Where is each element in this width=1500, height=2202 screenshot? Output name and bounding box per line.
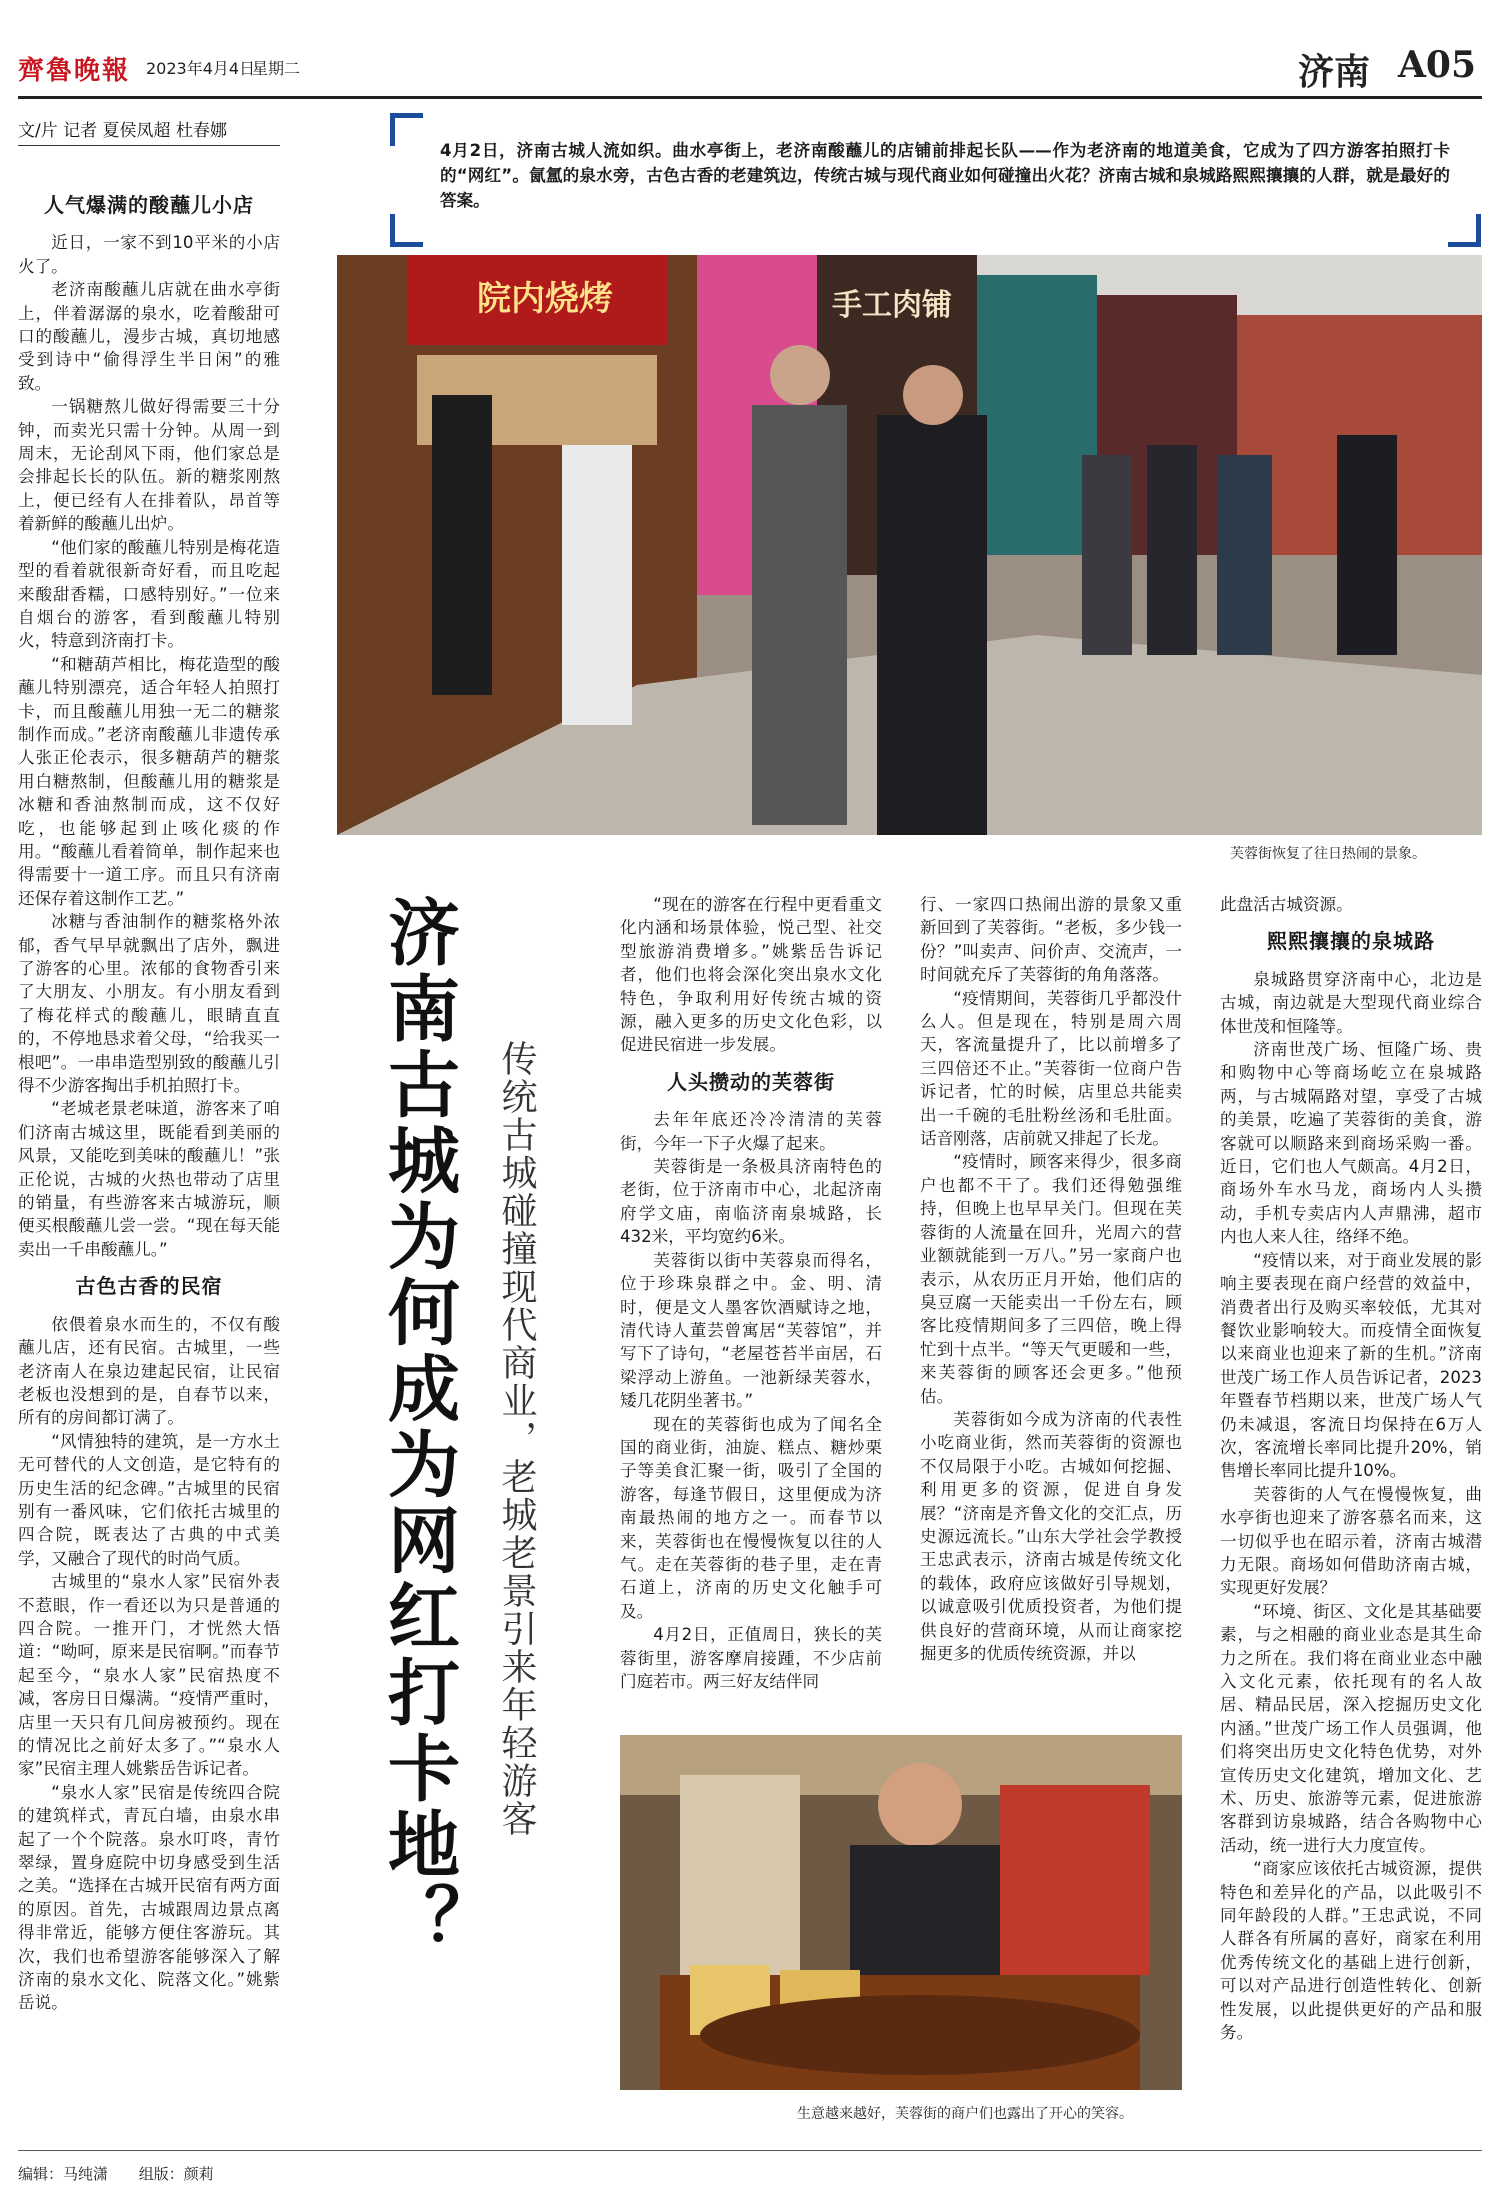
layout-credit: 组版：颜莉 (138, 2165, 214, 2183)
paragraph: 现在的芙蓉街也成为了闻名全国的商业街，油旋、糕点、糖炒栗子等美食汇聚一街，吸引了全国的游客，每逢节假日，这里便成为济南最热闹的地方之一。而春节以来，芙蓉街也在慢慢恢复以往的人气。走在芙蓉街的巷子里，走在青石道上，济南的历史文化触手可及。 (620, 1414, 882, 1621)
paragraph: “老城老景老味道，游客来了咱们济南古城这里，既能看到美丽的风景，又能吃到美味的酸蘸儿！”张正伦说，古城的火热也带动了店里的销量，有些游客来古城游玩，顺便买根酸蘸儿尝一尝。“现在每天能卖出一千串酸蘸儿。” (18, 1099, 280, 1259)
vendor-photo (620, 1735, 1182, 2090)
vendor-scene-illustration (620, 1735, 1182, 2090)
column-1 (18, 180, 280, 2015)
paragraph: “环境、街区、文化是其基础要素，与之相融的商业业态是其生命力之所在。我们将在商业业态中融入文化元素，依托现有的名人故居、精品民居，深入挖掘历史文化内涵。”世茂广场工作人员强调，他们将突出历史文化特色优势，对外宣传历史文化建筑，增加文化、艺术、历史、旅游等元素，促进旅游客群到访泉城路，结合各购物中心活动，统一进行大力度宣传。 (1220, 1601, 1482, 1855)
paragraph: 近日，一家不到10平米的小店火了。 (18, 233, 280, 276)
paragraph: 芙蓉街如今成为济南的代表性小吃商业街，然而芙蓉街的资源也不仅局限于小吃。古城如何挖掘、利用更多的资源，促进自身发展？“济南是齐鲁文化的交汇点，历史源远流长。”山东大学社会学教授王忠武表示，济南古城是传统文化的载体，政府应该做好引导规划，以诚意吸引优质投资者，为他们提供良好的营商环境，从而让商家挖掘更多的优质传统资源，并以 (920, 1409, 1182, 1663)
column-4 (1220, 893, 1482, 2045)
paragraph: 济南世茂广场、恒隆广场、贵和购物中心等商场屹立在泉城路两，与古城隔路对望，享受了古城的美景，吃遍了芙蓉街的美食，游客就可以顺路来到商场采购一番。近日，它们也人气颇高。4月2日，商场外车水马龙，商场内人头攒动，手机专卖店内人声鼎沸，超市内也人来人往，络绎不绝。 (1220, 1040, 1482, 1247)
column-2 (620, 893, 882, 1693)
paragraph: “风情独特的建筑，是一方水土无可替代的人文创造，是它特有的历史生活的纪念碑。”古城里的民宿别有一番风味，它们依托古城里的四合院，既表达了古典的中式美学，又融合了现代的时尚气质。 (18, 1431, 280, 1568)
section-name: 济南 (1298, 51, 1371, 93)
intro-corner-top-left (390, 113, 423, 146)
shop-sign-2: 手工肉铺 (832, 288, 952, 323)
paragraph: “和糖葫芦相比，梅花造型的酸蘸儿特别漂亮，适合年轻人拍照打卡，而且酸蘸儿用独一无二的糖浆制作而成。”老济南酸蘸儿非遗传承人张正伦表示，很多糖葫芦的糖浆用白糖熬制，但酸蘸儿用的糖浆是冰糖和香油熬制而成，这不仅好吃，也能够起到止咳化痰的作用。“酸蘸儿看着简单，制作起来也得需要十一道工序。而且只有济南还保存着这制作工艺。” (18, 654, 280, 908)
byline: 文/片 记者 夏侯凤超 杜春娜 (18, 116, 280, 146)
col1-heading-2: 古色古香的民宿 (75, 1274, 223, 1299)
paragraph: 依偎着泉水而生的，不仅有酸蘸儿店，还有民宿。古城里，一些老济南人在泉边建起民宿，让民宿老板也没想到的是，自春节以来，所有的房间都订满了。 (18, 1314, 280, 1428)
vendor-photo-caption: 生意越来越好，芙蓉街的商户们也露出了开心的笑容。 (797, 2106, 1133, 2122)
paragraph: “疫情时，顾客来得少，很多商户也都不干了。我们还得勉强维持，但晚上也早早关门。但现在芙蓉街的人流量在回升，光周六的营业额就能到一万八。”另一家商户也表示，从农历正月开始，他们店的臭豆腐一天能卖出一千份左右，顾客比疫情期间多了三四倍，晚上得忙到十点半。“等天气更暖和一些，来芙蓉街的顾客还会更多。”他预估。 (920, 1152, 1182, 1406)
col1-heading-1: 人气爆满的酸蘸儿小店 (44, 193, 254, 217)
footer-rule (18, 2150, 1482, 2151)
intro-corner-bottom-left (390, 214, 423, 247)
main-street-photo (337, 255, 1482, 835)
issue-date: 2023年4月4日 (146, 59, 256, 78)
footer (18, 2163, 240, 2184)
subheadline: 传统古城碰撞现代商业，老城老景引来年轻游客 (496, 1040, 537, 1838)
col2-heading-1: 人头攒动的芙蓉街 (667, 1069, 835, 1094)
main-photo-caption: 芙蓉街恢复了往日热闹的景象。 (1230, 846, 1426, 862)
paragraph: 泉城路贯穿济南中心，北边是古城，南边就是大型现代商业综合体世茂和恒隆等。 (1220, 969, 1482, 1036)
intro-lead-text: 4月2日，济南古城人流如织。曲水亭街上，老济南酸蘸儿的店铺前排起长队——作为老济南的地道美食，它成为了四方游客拍照打卡的“网红”。氤氲的泉水旁，古色古香的老建筑边，传统古城与现代商业如何碰撞出火花？济南古城和泉城路熙熙攘攘的人群，就是最好的答案。 (440, 141, 1450, 210)
paragraph: 芙蓉街的人气在慢慢恢复，曲水亭街也迎来了游客慕名而来，这一切似乎也在昭示着，济南古城潜力无限。商场如何借助济南古城，实现更好发展？ (1220, 1484, 1482, 1598)
col4-heading-1: 熙熙攘攘的泉城路 (1267, 929, 1435, 954)
headline: 济南古城为何成为网红打卡地？ (376, 895, 461, 1959)
paragraph: 古城里的“泉水人家”民宿外表不惹眼，作一看还以为只是普通的四合院。一推开门，才恍然大悟道：“呦呵，原来是民宿啊。”而春节起至今，“泉水人家”民宿热度不减，客房日日爆满。“疫情严重时，店里一天只有几间房被预约。现在的情况比之前好太多了。”“泉水人家”民宿主理人姚紫岳告诉记者。 (18, 1572, 280, 1779)
paragraph: “现在的游客在行程中更看重文化内涵和场景体验，悦己型、社交型旅游消费增多。”姚紫岳告诉记者，他们也将会深化突出泉水文化特色，争取利用好传统古城的资源，融入更多的历史文化色彩，以促进民宿进一步发展。 (620, 895, 882, 1055)
paragraph: 4月2日，正值周日，狭长的芙蓉街里，游客摩肩接踵，不少店前门庭若市。两三好友结伴同 (620, 1625, 882, 1691)
header-rule (18, 96, 1482, 99)
paragraph: 行、一家四口热闹出游的景象又重新回到了芙蓉街。“老板，多少钱一份？”叫卖声、问价声、交流声，一时间就充斥了芙蓉街的角角落落。 (920, 895, 1182, 985)
page-number: A05 (1398, 44, 1477, 86)
intro-corner-bottom-right (1448, 214, 1481, 247)
paragraph: 冰糖与香油制作的糖浆格外浓郁，香气早早就飘出了店外，飘进了游客的心里。浓郁的食物香引来了大朋友、小朋友。有小朋友看到了梅花样式的酸蘸儿，眼睛直直的，不停地恳求着父母，“给我买一根吧”。一串串造型别致的酸蘸儿引得不少游客掏出手机拍照打卡。 (18, 912, 280, 1096)
paragraph: “泉水人家”民宿是传统四合院的建筑样式，青瓦白墙，由泉水串起了一个个院落。泉水叮咚，青竹翠绿，置身庭院中切身感受到生活之美。“选择在古城开民宿有两方面的原因。首先，古城跟周边景点离得非常近，能够方便住客游玩。其次，我们也希望游客能够深入了解济南的泉水文化、院落文化。”姚紫岳说。 (18, 1782, 280, 2013)
paragraph: “商家应该依托古城资源，提供特色和差异化的产品，以此吸引不同年龄段的人群。”王忠武说，不同人群各有所属的喜好，商家在利用优秀传统文化的基础上进行创新，可以对产品进行创造性转化、创新性发展，以此提供更好的产品和服务。 (1220, 1859, 1482, 2043)
paragraph: 去年年底还冷冷清清的芙蓉街，今年一下子火爆了起来。 (620, 1110, 882, 1153)
newspaper-logo: 齊魯晚報 (18, 56, 131, 86)
paragraph: “疫情以来，对于商业发展的影响主要表现在商户经营的效益中，消费者出行及购买率较低，尤其对餐饮业影响较大。而疫情全面恢复以来商业也迎来了新的生机。”济南世茂广场工作人员告诉记者，2023年暨春节档期以来，世茂广场人气仍未减退，客流日均保持在6万人次，客流增长率同比提升20%，销售增长率同比提升10%。 (1220, 1250, 1482, 1481)
editor-credit: 编辑：马纯潇 (18, 2165, 109, 2183)
paragraph: “他们家的酸蘸儿特别是梅花造型的看着就很新奇好看，而且吃起来酸甜香糯，口感特别好。”一位来自烟台的游客，看到酸蘸儿特别火，特意到济南打卡。 (18, 537, 280, 651)
column-3 (920, 893, 1182, 1665)
paragraph: 芙蓉街以街中芙蓉泉而得名，位于珍珠泉群之中。金、明、清时，便是文人墨客饮酒赋诗之地，清代诗人董芸曾寓居“芙蓉馆”，并写下了诗句，“老屋苍苔半亩居，石梁浮动上游鱼。一池新绿芙蓉水，矮几花阴坐著书。” (620, 1250, 882, 1411)
paragraph: 此盘活古城资源。 (1220, 895, 1353, 914)
paragraph: 一锅糖熬儿做好得需要三十分钟，而卖光只需十分钟。从周一到周末，无论刮风下雨，他们家总是会排起长长的队伍。新的糖浆刚熬上，便已经有人在排着队，昂首等着新鲜的酸蘸儿出炉。 (18, 397, 280, 534)
paragraph: 芙蓉街是一条极具济南特色的老街，位于济南市中心，北起济南府学文庙，南临济南泉城路，长432米，平均宽约6米。 (620, 1157, 882, 1247)
shop-sign-1: 院内烧烤 (477, 279, 613, 319)
paragraph: “疫情期间，芙蓉街几乎都没什么人。但是现在，特别是周六周天，客流量提升了，比以前增多了三四倍还不止。”芙蓉街一位商户告诉记者，忙的时候，店里总共能卖出一千碗的毛肚粉丝汤和毛肚面。话音刚落，店前就又排起了长龙。 (920, 988, 1182, 1149)
paragraph: 老济南酸蘸儿店就在曲水亭街上，伴着潺潺的泉水，吃着酸甜可口的酸蘸儿，漫步古城，真切地感受到诗中“偷得浮生半日闲”的雅致。 (18, 280, 280, 393)
intro-lead (440, 138, 1450, 213)
street-scene-illustration (337, 255, 1482, 835)
issue-weekday: 星期二 (252, 59, 301, 78)
